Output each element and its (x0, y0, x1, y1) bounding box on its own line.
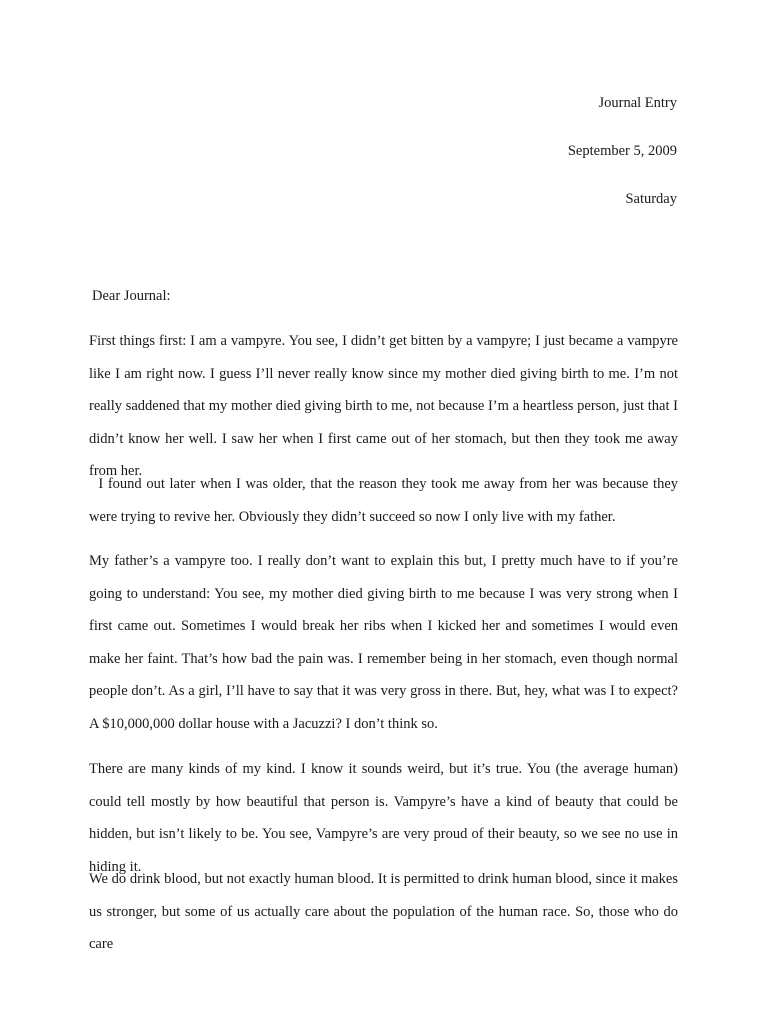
paragraph-3: My father’s a vampyre too. I really don’t want to explain this but, I pretty much have to if you’re going to understand: You see, my mother died giving birth to me because I was very strong when I first came out. Sometimes I would break her ribs when I kicked her and sometimes I would even make her faint. That’s how bad the pain was. I remember being in her stomach, even though normal people don’t. As a girl, I’ll have to say that it was very gross in there. But, hey, what was I to expect? A $10,000,000 dollar house with a Jacuzzi? I don’t think so. (89, 553, 678, 732)
paragraph-5: We do drink blood, but not exactly human blood. It is permitted to drink human blood, since it makes us stronger, but some of us actually care about the population of the human race. So, those who do care (89, 871, 678, 953)
entry-date: September 5, 2009 (567, 143, 677, 159)
entry-day: Saturday (625, 191, 677, 207)
paragraph-5-block (89, 863, 678, 961)
journal-title: Journal Entry (598, 95, 677, 111)
paragraph-2: I found out later when I was older, that the reason they took me away from her was because they were trying to revive her. Obviously they didn’t succeed so now I only live with my father. (89, 476, 682, 525)
paragraph-4: There are many kinds of my kind. I know it sounds weird, but it’s true. You (the average human) could tell mostly by how beautiful that person is. Vampyre’s have a kind of beauty that could be hidden, but isn’t likely to be. You see, Vampyre’s are very proud of their beauty, so we see no use in hiding it. (89, 761, 678, 875)
paragraph-1-block (89, 325, 678, 488)
paragraph-2-block (89, 468, 682, 533)
paragraph-3-block (89, 545, 678, 741)
paragraph-1: First things first: I am a vampyre. You see, I didn’t get bitten by a vampyre; I just became a vampyre like I am right now. I guess I’ll never really know since my mother died giving birth to me. I’m not really saddened that my mother died giving birth to me, not because I’m a heartless person, just that I didn’t know her well. I saw her when I first came out of her stomach, but then they took me away from her. (89, 333, 678, 480)
salutation: Dear Journal: (92, 288, 171, 304)
